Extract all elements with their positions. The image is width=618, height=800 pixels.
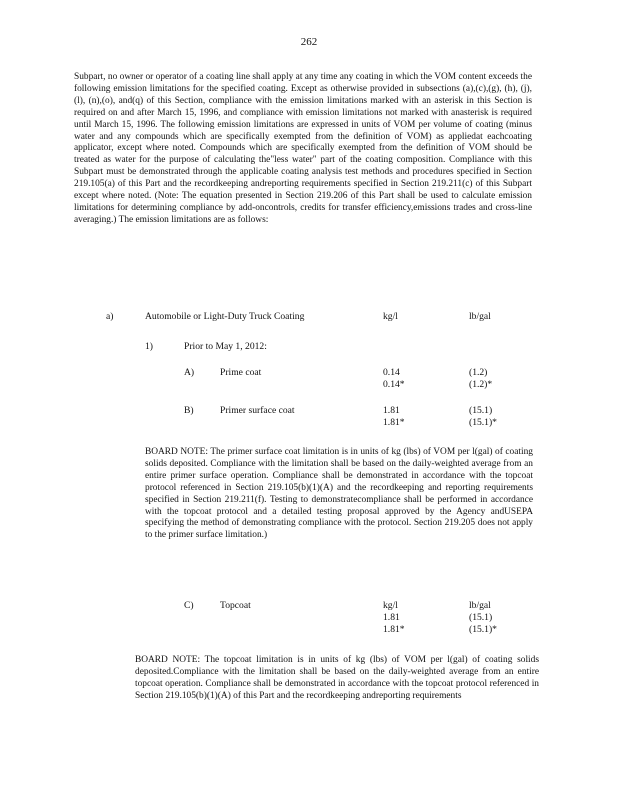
item-B-lb-2: (15.1)* bbox=[469, 417, 497, 428]
item-A-label: A) bbox=[184, 367, 195, 378]
item-B-kg-2: 1.81* bbox=[383, 417, 405, 428]
item-C-unit-lb: lb/gal bbox=[469, 600, 491, 611]
item-1-label: 1) bbox=[145, 341, 153, 352]
item-a-unit-kg: kg/l bbox=[383, 311, 398, 322]
item-A-lb-2: (1.2)* bbox=[469, 379, 493, 390]
item-B-lb-1: (15.1) bbox=[469, 405, 493, 416]
item-C-lb-2: (15.1)* bbox=[469, 624, 497, 635]
item-A-lb-1: (1.2) bbox=[469, 367, 488, 378]
item-A-kg-2: 0.14* bbox=[383, 379, 405, 390]
item-B-title: Primer surface coat bbox=[220, 405, 295, 416]
item-C-label: C) bbox=[184, 600, 194, 611]
item-a-unit-lb: lb/gal bbox=[469, 311, 491, 322]
item-A-kg-1: 0.14 bbox=[383, 367, 400, 378]
page-number: 262 bbox=[300, 36, 318, 48]
item-B-label: B) bbox=[184, 405, 194, 416]
item-A-row bbox=[0, 367, 618, 393]
item-a-label: a) bbox=[106, 311, 114, 322]
board-note-primer: BOARD NOTE: The primer surface coat limitation is in units of kg (lbs) of VOM per l(gal) of coating solids deposited. Compliance with the limitation shall be based on the daily-weighted average from an entire primer surface operation. Compliance shall be demonstrated in accordance with the topcoat protocol referenced in Section 219.105(b)(1)(A) and the recordkeeping and reporting requirements specified in Section 219.211(f). Testing to demonstratecompliance shall be performed in accordance with the topcoat protocol and a detailed testing proposal approved by the Agency andUSEPA specifying the method of demonstrating compliance with the protocol. Section 219.205 does not apply to the primer surface limitation.) bbox=[145, 447, 533, 541]
item-C-lb-1: (15.1) bbox=[469, 612, 493, 623]
item-C-unit-kg: kg/l bbox=[383, 600, 398, 611]
item-A-title: Prime coat bbox=[220, 367, 262, 378]
item-B-row bbox=[0, 405, 618, 431]
item-1-title: Prior to May 1, 2012: bbox=[184, 341, 267, 352]
item-C-title: Topcoat bbox=[220, 600, 251, 611]
board-note-topcoat: BOARD NOTE: The topcoat limitation is in units of kg (lbs) of VOM per l(gal) of coating solids deposited.Compliance with the limitation shall be based on the daily-weighted average from an entire topcoat operation. Compliance shall be demonstrated in accordance with the topcoat protocol referenced in Section 219.105(b)(1)(A) of this Part and the recordkeeping andreporting requirements bbox=[135, 655, 539, 701]
item-C-kg-2: 1.81* bbox=[383, 624, 405, 635]
item-C-row bbox=[0, 600, 618, 638]
item-a-title: Automobile or Light-Duty Truck Coating bbox=[145, 311, 305, 322]
item-C-kg-1: 1.81 bbox=[383, 612, 400, 623]
intro-paragraph: Subpart, no owner or operator of a coating line shall apply at any time any coating in which the VOM content exceeds the following emission limitations for the specified coating. Except as otherwise provided in subsections (a),(c),(g), (h), (j), (l), (n),(o), and(q) of this Section, compliance with the emission limitations marked with an asterisk in this Section is required on and after March 15, 1996, and compliance with emission limitations not marked with anasterisk is required until March 15, 1996. The following emission limitations are expressed in units of VOM per volume of coating (minus water and any compounds which are specifically exempted from the definition of VOM) as appliedat eachcoating applicator, except where noted. Compounds which are specifically exempted from the definition of VOM should be treated as water for the purpose of calculating the"less water" part of the coating composition. Compliance with this Subpart must be demonstrated through the applicable coating analysis test methods and procedures specified in Section 219.105(a) of this Part and the recordkeeping andreporting requirements specified in Section 219.211(c) of this Subpart except where noted. (Note: The equation presented in Section 219.206 of this Part shall be used to calculate emission limitations for determining compliance by add-oncontrols, credits for transfer efficiency,emissions trades and cross-line averaging.) The emission limitations are as follows: bbox=[74, 72, 532, 225]
item-B-kg-1: 1.81 bbox=[383, 405, 400, 416]
